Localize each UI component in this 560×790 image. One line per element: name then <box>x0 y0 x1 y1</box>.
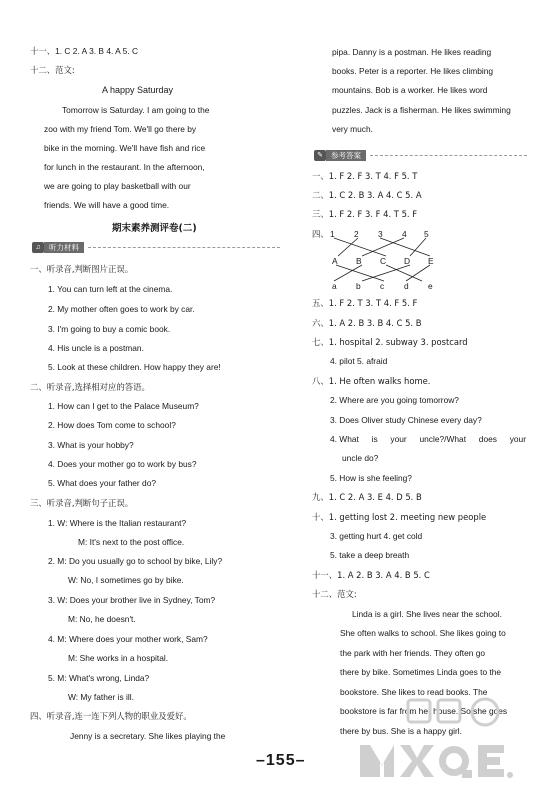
match-top-label: 4 <box>402 229 407 239</box>
dialogue-line: 2. M: Do you usually go to school by bike, Lily? <box>48 556 223 566</box>
list-item: 5. What does your father do? <box>48 478 157 488</box>
essay-line: there by bike. Sometimes Linda goes to the <box>340 667 502 677</box>
match-mid-label: B <box>356 256 362 266</box>
match-mid-label: A <box>332 256 338 266</box>
essay-line: we are going to play basketball with our <box>44 181 191 191</box>
paragraph-line: Jenny is a secretary. She likes playing the <box>70 731 226 741</box>
essay-line: Linda is a girl. She lives near the school. <box>352 609 502 619</box>
answer-line: 三、1. F 2. F 3. F 4. T 5. F <box>312 209 418 219</box>
answer-line: uncle do? <box>342 453 379 463</box>
list-item: 2. How does Tom come to school? <box>48 420 176 430</box>
page-number: –155– <box>256 752 306 769</box>
essay-line: bookstore is far from her house. So she goes <box>340 706 508 716</box>
dialogue-line: 5. M: What's wrong, Linda? <box>48 673 150 683</box>
match-top-label: 5 <box>424 229 429 239</box>
dialogue-line: 1. W: Where is the Italian restaurant? <box>48 518 187 528</box>
paragraph-line: very much. <box>332 124 373 134</box>
section-title: 期末素养测评卷(二) <box>112 223 197 234</box>
essay-line: there by bus. She is a happy girl. <box>340 726 462 736</box>
answer-line: 5. How is she feeling? <box>330 473 412 483</box>
dialogue-line: M: No, he doesn't. <box>68 614 136 624</box>
listening-badge-label: 听力材料 <box>44 242 84 253</box>
answer-line: 六、1. A 2. B 3. B 4. C 5. B <box>312 318 422 328</box>
part-heading: 四、听录音,连一连下列人物的职业及爱好。 <box>30 711 192 721</box>
list-item: 1. You can turn left at the cinema. <box>48 284 173 294</box>
answer-line: 4. pilot 5. afraid <box>330 356 388 366</box>
essay-line: bike in the morning. We'll have fish and rice <box>44 143 206 153</box>
watermark-logo <box>350 690 550 790</box>
paragraph-line: puzzles. Jack is a fisherman. He likes swimming <box>332 105 511 115</box>
divider <box>88 247 280 248</box>
paragraph-line: mountains. Bob is a worker. He likes word <box>332 85 488 95</box>
answer-line: 九、1. C 2. A 3. E 4. D 5. B <box>312 492 422 502</box>
dialogue-line: M: She works in a hospital. <box>68 653 169 663</box>
dialogue-line: M: It's next to the post office. <box>78 537 185 547</box>
match-top-label: 2 <box>354 229 359 239</box>
answer-line: 五、1. F 2. T 3. T 4. F 5. F <box>312 298 418 308</box>
essay-title: A happy Saturday <box>102 85 174 95</box>
list-item: 3. What is your hobby? <box>48 440 134 450</box>
answers-badge <box>314 149 527 161</box>
answer-line-justified <box>330 434 526 445</box>
listening-badge <box>32 241 280 253</box>
answer-line: 一、1. F 2. F 3. T 4. F 5. T <box>312 171 418 181</box>
essay-line: the park with her friends. They often go <box>340 648 486 658</box>
list-item: 4. His uncle is a postman. <box>48 343 144 353</box>
divider <box>370 155 527 156</box>
answer-line: 二、1. C 2. B 3. A 4. C 5. A <box>312 190 422 200</box>
essay-line: zoo with my friend Tom. We'll go there by <box>44 124 197 134</box>
match-top-label: 3 <box>378 229 383 239</box>
dialogue-line: 4. M: Where does your mother work, Sam? <box>48 634 208 644</box>
part-heading: 二、听录音,选择相对应的答语。 <box>30 382 150 392</box>
answer-line-12: 十二、范文: <box>30 65 75 75</box>
list-item: 1. How can I get to the Palace Museum? <box>48 401 199 411</box>
word: your <box>509 434 526 444</box>
paragraph-line: pipa. Danny is a postman. He likes reading <box>332 47 492 57</box>
list-item: 2. My mother often goes to work by car. <box>48 304 195 314</box>
match-bottom-label: c <box>380 281 385 291</box>
match-top-label: 1 <box>330 229 335 239</box>
match-bottom-label: e <box>428 281 433 291</box>
word: your <box>390 434 407 444</box>
key-icon: ✎ <box>314 150 326 161</box>
answer-line-11: 十一、1. C 2. A 3. B 4. A 5. C <box>30 46 138 56</box>
word: 4. What <box>330 434 359 444</box>
list-item: 5. Look at these children. How happy they are! <box>48 362 221 372</box>
essay-line: Tomorrow is Saturday. I am going to the <box>62 105 210 115</box>
match-bottom-label: d <box>404 281 409 291</box>
paragraph-line: books. Peter is a reporter. He likes climbing <box>332 66 494 76</box>
dialogue-line: W: No, I sometimes go by bike. <box>68 575 184 585</box>
part-heading: 三、听录音,判断句子正误。 <box>30 498 134 508</box>
dialogue-line: W: My father is ill. <box>68 692 134 702</box>
answer-line: 3. getting hurt 4. get cold <box>330 531 423 541</box>
answer-line: 十二、范文: <box>312 589 357 599</box>
essay-line: She often walks to school. She likes going to <box>340 628 506 638</box>
dialogue-line: 3. W: Does your brother live in Sydney, Tom? <box>48 595 216 605</box>
headphones-icon: ♫ <box>32 242 44 253</box>
part-heading: 一、听录音,判断图片正误。 <box>30 264 134 274</box>
answer-line: 十一、1. A 2. B 3. A 4. B 5. C <box>312 570 430 580</box>
word: does <box>478 434 497 444</box>
answer-line: 七、1. hospital 2. subway 3. postcard <box>312 337 468 347</box>
list-item: 4. Does your mother go to work by bus? <box>48 459 197 469</box>
answers-badge-label: 参考答案 <box>326 150 366 161</box>
match-mid-label: C <box>380 256 387 266</box>
essay-line: friends. We will have a good time. <box>44 200 170 210</box>
match-mid-label: D <box>404 256 411 266</box>
answer-line: 八、1. He often walks home. <box>312 376 431 386</box>
answer-line: 2. Where are you going tomorrow? <box>330 395 459 405</box>
answer-line: 5. take a deep breath <box>330 550 410 560</box>
match-mid-label: E <box>428 256 434 266</box>
word: is <box>371 434 378 444</box>
answer-line: 四、 <box>312 229 329 239</box>
essay-line: bookstore. She likes to read books. The <box>340 687 488 697</box>
answer-line: 3. Does Oliver study Chinese every day? <box>330 415 482 425</box>
word: uncle?/What <box>419 434 467 444</box>
essay-line: for lunch in the restaurant. In the afternoon, <box>44 162 205 172</box>
match-bottom-label: b <box>356 281 361 291</box>
list-item: 3. I'm going to buy a comic book. <box>48 324 171 334</box>
match-bottom-label: a <box>332 281 337 291</box>
answer-line: 十、1. getting lost 2. meeting new people <box>312 512 487 522</box>
